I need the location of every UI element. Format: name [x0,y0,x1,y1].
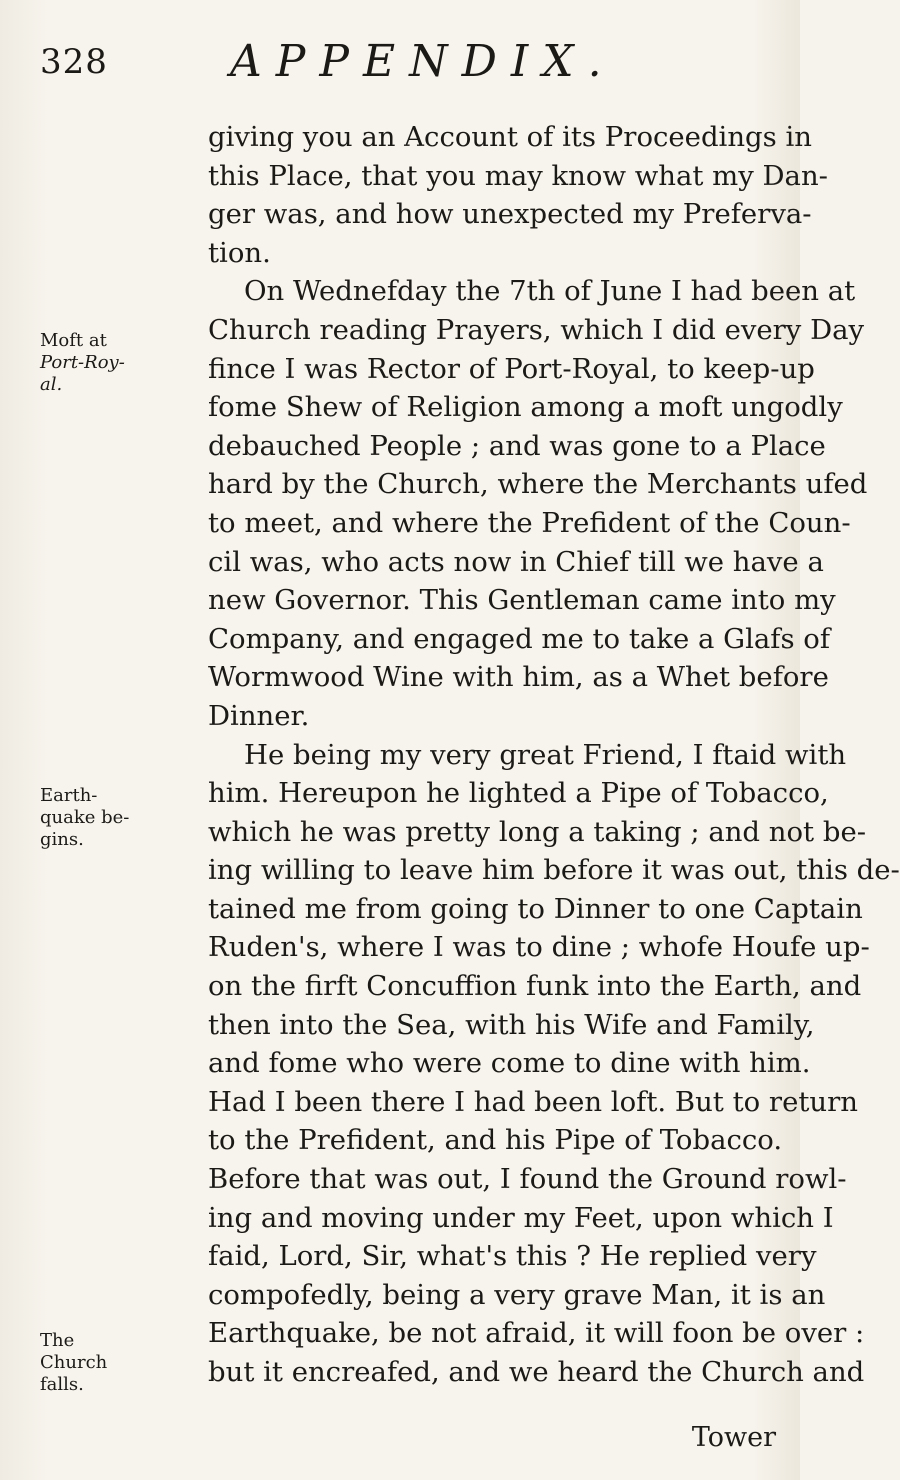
text-line: Ruden's, where I was to dine ; whofe Houfe up- [208,931,870,964]
text-line: to the Prefident, and his Pipe of Tobacco. [208,1124,783,1157]
sidenote-line: gins. [40,829,84,850]
body-text [208,118,900,1392]
catchword: Tower [691,1422,776,1453]
text-line: Had I been there I had been loft. But to return [208,1085,858,1118]
text-line: ger was, and how unexpected my Preferva- [208,198,812,231]
text-line: ing and moving under my Feet, upon which I [208,1201,834,1234]
text-line: Dinner. [208,699,310,732]
text-line: tion. [208,236,271,269]
text-line: fince I was Rector of Port-Royal, to keep-up [208,352,815,385]
sidenote-line: quake be- [40,807,130,828]
sidenote-line: al. [40,374,63,395]
text-line: Company, and engaged me to take a Glafs of [208,622,831,655]
text-line: fome Shew of Religion among a moft ungodly [208,391,843,424]
text-line: tained me from going to Dinner to one Captain [208,892,863,925]
text-line: cil was, who acts now in Chief till we have a [208,545,824,578]
text-line: ing willing to leave him before it was out, this de- [208,854,900,887]
text-line: and fome who were come to dine with him. [208,1047,811,1080]
text-line: but it encreafed, and we heard the Church and [208,1356,865,1388]
text-line: new Governor. This Gentleman came into my [208,584,836,617]
text-line: Church reading Prayers, which I did every Day [208,313,865,346]
text-line: He being my very great Friend, I ftaid with [244,738,847,771]
text-line: to meet, and where the Prefident of the Coun- [208,506,851,539]
sidenote-earthquake [40,785,205,851]
text-line: faid, Lord, Sir, what's this ? He replied very [208,1240,817,1273]
text-line: compofedly, being a very grave Man, it is an [208,1278,826,1311]
sidenote-line: falls. [40,1374,84,1395]
sidenote-line: Church [40,1352,108,1373]
text-line: debauched People ; and was gone to a Place [208,429,826,462]
sidenote-line: Port-Roy- [40,352,125,373]
text-line: which he was pretty long a taking ; and not be- [208,815,867,848]
text-line: hard by the Church, where the Merchants ufed [208,468,868,501]
text-line: then into the Sea, with his Wife and Family, [208,1008,815,1041]
text-line: giving you an Account of its Proceedings in [208,121,813,153]
text-line: On Wednefday the 7th of June I had been at [244,275,856,308]
sidenote-line: The [40,1330,75,1351]
sidenote-church-falls [40,1330,205,1396]
sidenote-port-royal [40,330,205,396]
text-line: Before that was out, I found the Ground rowl- [208,1163,847,1196]
sidenote-line: Earth- [40,785,98,806]
text-line: him. Hereupon he lighted a Pipe of Tobacco, [208,777,829,810]
text-line: Wormwood Wine with him, as a Whet before [208,661,829,694]
page-number: 328 [40,42,108,82]
sidenote-line: Moft at [40,330,107,351]
text-line: on the firft Concuffion funk into the Earth, and [208,970,862,1003]
text-line: this Place, that you may know what my Dan- [208,159,828,192]
running-head: APPENDIX. [230,36,616,87]
text-line: Earthquake, be not afraid, it will foon be over : [208,1317,865,1350]
